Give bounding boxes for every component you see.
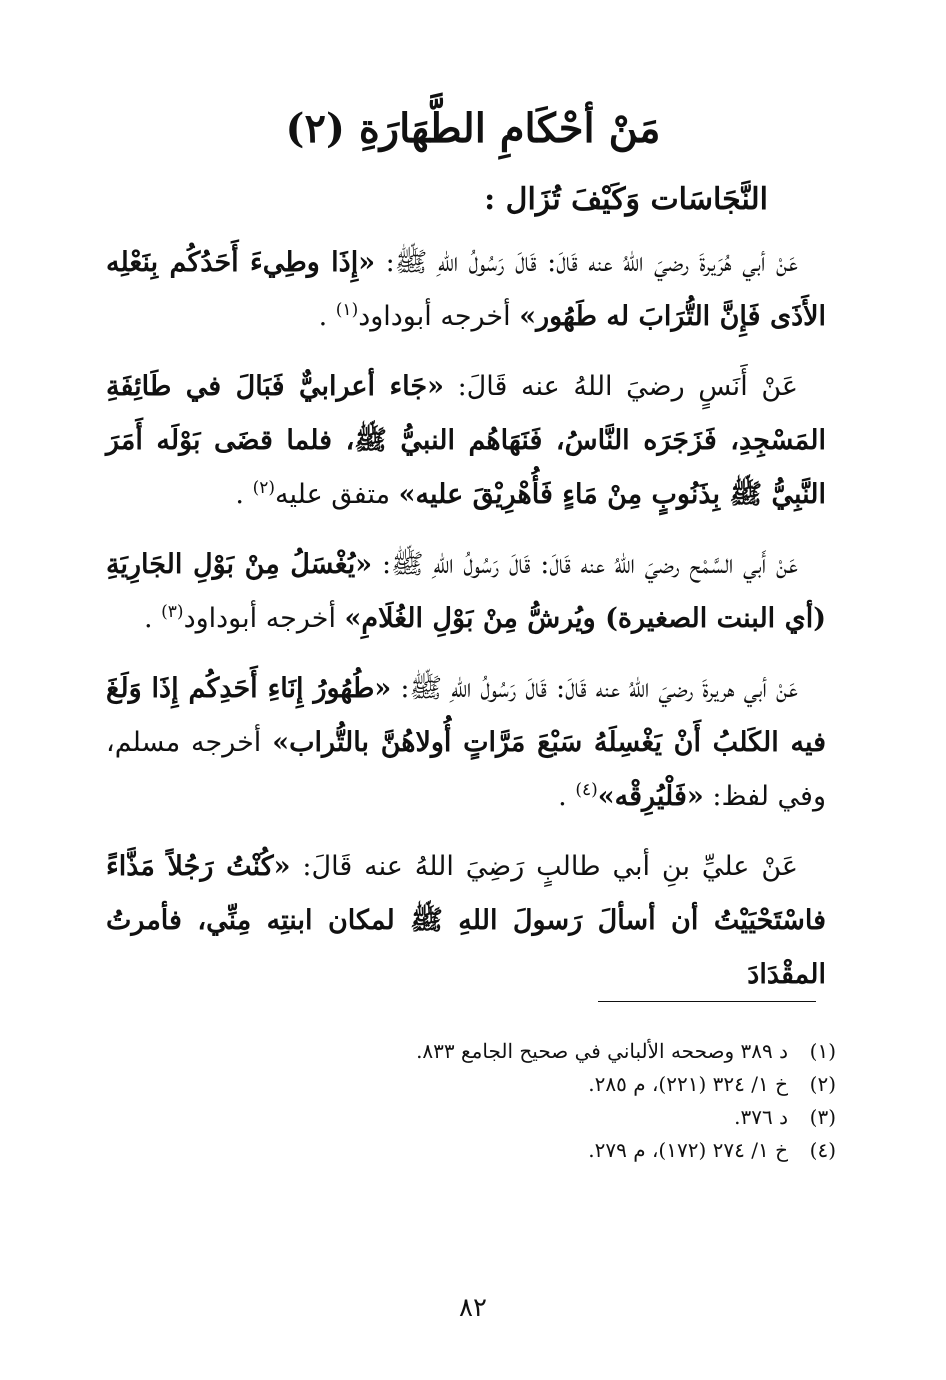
hadith-paragraph (106, 360, 826, 522)
footnotes (116, 1035, 836, 1167)
hadith-paragraph (106, 662, 826, 824)
hadith-paragraph (106, 538, 826, 646)
hadith-end: . (318, 301, 336, 332)
page-title: مَنْ أحْكَامِ الطَّهَارَةِ (٢) (285, 104, 661, 152)
hadith-end: . (235, 479, 253, 510)
hadith-quote: «كُنْتُ رَجُلاً مَذَّاءً فاسْتَحْيَيْتُ أن أسألَ رَسولَ اللهِ ﷺ لمكان ابنتِه مِنِّي، فأمرتُ المقْدَادَ (106, 851, 826, 990)
footnote-text: خ ١/ ٢٧٤ (١٧٢)، م ٢٧٩. (588, 1138, 788, 1162)
hadith-quote: «جَاء أعرابيٌّ فَبَالَ في طَائِفَةِ المَسْجِدِ، فَزَجَرَه النَّاسُ، فَنَهَاهُم النبيُّ ﷺ، فلما قضَى بَوْلَه أَمَرَ النَّبِيُّ ﷺ بِذَنُوبٍ مِنْ مَاءٍ فَأُهْرِيْقَ عليه» (106, 371, 826, 510)
footnote-item (116, 1134, 836, 1167)
footnote-item (116, 1101, 836, 1134)
hadith-quote: «إِذَا وطِيءَ أَحَدُكُم بِنَعْلِه الأَذَى فَإِنَّ التُّرَابَ له طَهُور» (106, 247, 826, 332)
footnote-ref: (٤) (575, 780, 598, 800)
footnote-number: (١) (809, 1039, 836, 1063)
footnote-number: (٣) (809, 1105, 836, 1129)
footnote-text: خ ١/ ٣٢٤ (٢٢١)، م ٢٨٥. (588, 1072, 788, 1096)
hadith-quote: «يُغْسَلُ مِنْ بَوْلِ الجَارِيَةِ (أي البنت الصغيرة) ويُرشُّ مِنْ بَوْلِ الغُلَامِ» (106, 549, 826, 634)
hadith-intro: عَنْ أَبي السَّمْح رضيَ اللهُ عنه قَالَ: قَالَ رَسُولُ اللهِ ﷺ: (372, 549, 798, 580)
hadith-intro: عَنْ أبي هُرَيرةَ رضيَ اللهُ عنه قَالَ: قَالَ رَسُولُ اللهِ ﷺ: (375, 247, 798, 278)
hadith-intro: عَنْ أبي هريرةَ رضيَ اللهُ عنه قَالَ: قَالَ رَسُولُ اللهِ ﷺ: (391, 673, 798, 704)
hadith-paragraph (106, 840, 826, 1002)
footnote-text: د ٣٨٩ وصححه الألباني في صحيح الجامع ٨٣٣. (416, 1039, 788, 1063)
footnote-item (116, 1035, 836, 1068)
footnote-ref: (٣) (161, 602, 184, 622)
footnote-divider (598, 1001, 816, 1002)
hadith-quote-variant: «فَلْيُرِقْه» (597, 781, 704, 812)
section-heading: النَّجَاسَات وَكَيْفَ تُزَال : (484, 182, 768, 217)
footnote-number: (٢) (809, 1072, 836, 1096)
hadith-paragraph (106, 236, 826, 344)
hadith-intro: عَنْ عليِّ بنِ أبي طالبٍ رَضِيَ اللهُ عنه قَالَ: (290, 851, 798, 882)
body-text (106, 236, 826, 1018)
footnote-ref: (١) (335, 300, 359, 320)
footnote-ref: (٢) (252, 478, 276, 498)
hadith-source: أخرجه مسلم، وفي لفظ: (106, 727, 826, 812)
hadith-source: متفق عليه (275, 479, 399, 510)
footnote-item (116, 1068, 836, 1101)
hadith-quote: «طُهُورُ إِنَاءِ أَحَدِكُم إِذَا وَلَغَ فيه الكَلبُ أَنْ يَغْسِلَهُ سَبْعَ مَرَّاتٍ أُولاهُنَّ بالتُّراب» (106, 673, 826, 758)
footnote-text: د ٣٧٦. (734, 1105, 788, 1129)
hadith-end: . (558, 781, 576, 812)
hadith-source: أخرجه أبوداود (358, 301, 520, 332)
hadith-source: أخرجه أبوداود (183, 603, 345, 634)
footnote-number: (٤) (809, 1138, 836, 1162)
hadith-end: . (143, 603, 162, 634)
page-number: ٨٢ (459, 1293, 487, 1323)
hadith-intro: عَنْ أَنَسٍ رضيَ اللهُ عنه قَالَ: (443, 371, 798, 402)
